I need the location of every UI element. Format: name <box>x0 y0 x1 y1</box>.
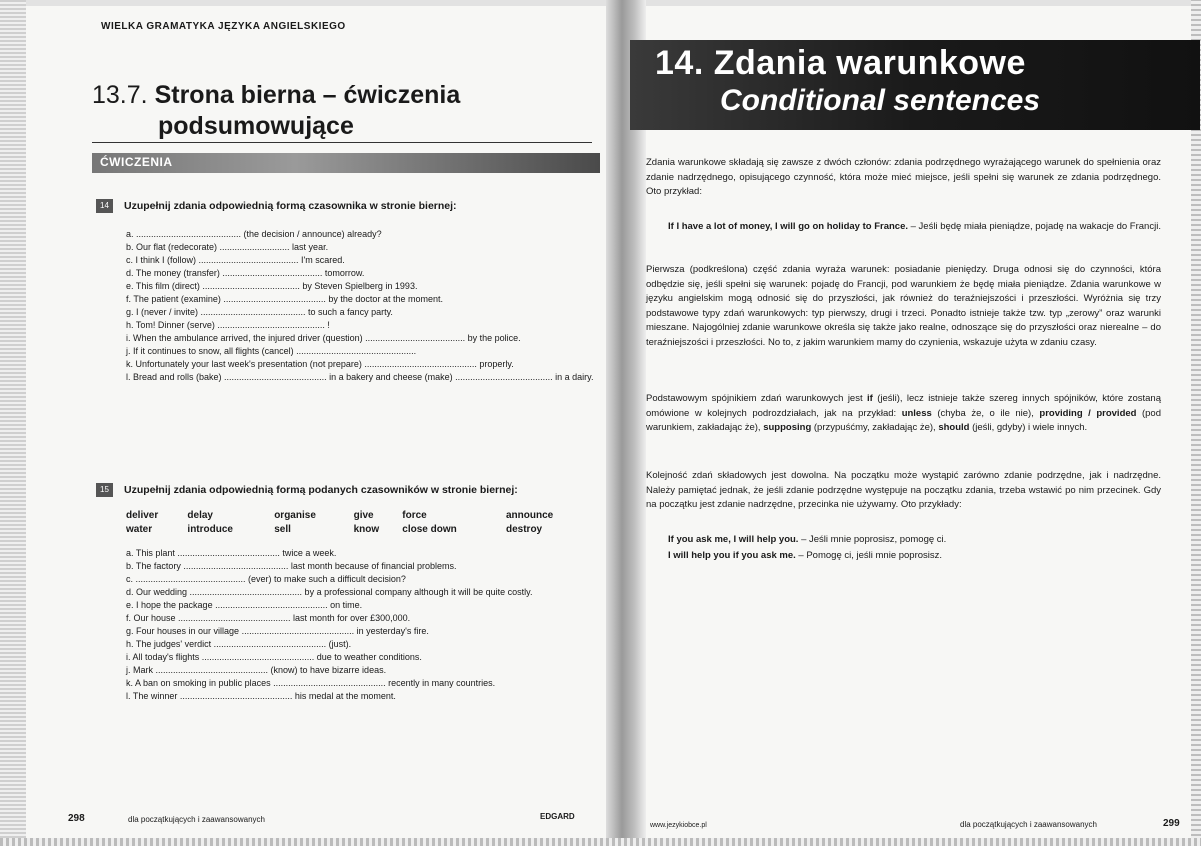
example-verb: will help <box>673 550 711 561</box>
running-head: WIELKA GRAMATYKA JĘZYKA ANGIELSKIEGO <box>101 21 346 32</box>
word-bank-word: announce <box>506 510 554 521</box>
example-verb: will help <box>738 534 777 545</box>
example-sentence <box>668 221 1161 232</box>
paragraph-explanation <box>646 263 1161 350</box>
keyword-should: should <box>938 422 970 433</box>
example-verb: ask <box>760 550 777 561</box>
keyword-unless: unless <box>901 407 932 419</box>
title-divider <box>92 142 592 143</box>
word-bank-word: force <box>402 510 427 521</box>
keyword-if: if <box>867 393 873 404</box>
exercise-item: d. Our wedding ............................................. by a professional company although it will be quite costly. <box>126 587 533 597</box>
exercise-item: f. The patient (examine) ......................................... by the doctor at the moment. <box>126 294 443 304</box>
paragraph-text: (jeśli, gdyby) i wiele innych. <box>969 422 1088 433</box>
footer-text-right: dla początkujących i zaawansowanych <box>960 820 1097 829</box>
paragraph-text: (jeśli), lecz istnieje także szereg innych spójników, które zostaną omówione w kolejnych podrozdziałach, jak na przykład: <box>646 393 1161 419</box>
word-bank-word: close down <box>402 524 457 535</box>
example-sentence <box>668 550 942 561</box>
paragraph-word-order <box>646 469 1161 513</box>
exercise-item: d. The money (transfer) ........................................ tomorrow. <box>126 268 365 278</box>
exercise-item: c. ............................................ (ever) to make such a difficult decision? <box>126 574 406 584</box>
scan-left-edge <box>0 0 26 846</box>
exercise-item: b. The factory .......................................... last month because of financial problems. <box>126 561 457 571</box>
paragraph-text: (pod warunkiem, zakładając że), <box>646 407 1162 433</box>
word-bank-word: organise <box>274 510 316 521</box>
word-bank-word: delay <box>187 510 213 521</box>
paragraph-text: Podstawowym spójnikiem zdań warunkowych jest <box>646 393 867 404</box>
exercise-item: h. Tom! Dinner (serve) ........................................... ! <box>126 320 330 330</box>
example-translation: – Jeśli mnie poprosisz, pomogę ci. <box>798 534 947 545</box>
exercise-number-badge: 14 <box>96 199 113 213</box>
exercise-item: j. If it continues to snow, all flights (cancel) ................................................ <box>126 346 417 356</box>
keyword-supposing: supposing <box>763 422 812 433</box>
word-bank-word: deliver <box>126 510 159 521</box>
exercise1-instruction: Uzupełnij zdania odpowiednią formą czasownika w stronie biernej: <box>124 200 457 212</box>
example-english: you if you <box>710 550 761 561</box>
page-number-left: 298 <box>68 813 85 824</box>
exercise-item: g. Four houses in our village ............................................. in yesterday's fire. <box>126 626 429 636</box>
keyword-providing: providing / provided <box>1039 407 1137 419</box>
exercise-item: f. Our house ............................................. last month for over £300,000. <box>126 613 411 623</box>
paragraph-intro <box>646 156 1161 200</box>
word-bank-word: destroy <box>506 524 543 535</box>
exercise2-instruction: Uzupełnij zdania odpowiednią formą podanych czasowników w stronie biernej: <box>124 484 518 496</box>
exercise-item: g. I (never / invite) .......................................... to such a fancy party. <box>126 307 393 317</box>
section-number: 13.7. <box>92 81 148 109</box>
section-title <box>92 80 461 140</box>
example-english: you. <box>776 534 799 545</box>
paragraph-text: Kolejność zdań składowych jest dowolna. Na początku może wystąpić zarówno zdanie podrzędne, jak i nadrzędne. Należy pamiętać jednak, że jeśli zdanie podrzędne występuje na początku zdania, trzeba wstawić po nim przecinek. Gdy na początku jest zdanie nadrzędne, przecinka nie używamy. Oto przykłady: <box>646 470 1161 510</box>
example-result: I will go on holiday to France. <box>772 221 908 232</box>
section-title-line2: podsumowujące <box>158 112 354 140</box>
page-number-right: 299 <box>1163 818 1180 829</box>
paragraph-conjunctions <box>646 392 1161 436</box>
scan-top-edge <box>0 0 1201 6</box>
word-bank-word: water <box>126 524 153 535</box>
word-bank-word: know <box>353 524 380 535</box>
exercise-item: e. I hope the package ............................................. on time. <box>126 600 363 610</box>
exercise-number-badge: 15 <box>96 483 113 497</box>
exercise-item: e. This film (direct) ....................................... by Steven Spielberg in 1993. <box>126 281 418 291</box>
paragraph-text: Pierwsza (podkreślona) część zdania wyraża warunek: posiadanie pieniędzy. Druga odnosi się do czynności, która odbędzie się, jeśli spełni się warunek: pojadę do Francji, pod warunkiem że będę miała pieniądze. Zdania warunkowe w języku angielskim mogą odnosić się do przyszłości, jak również do teraźniejszości i przeszłości. Wyróżnia się trzy podstawowe typy zdań warunkowych: typ pierwszy, drugi i trzeci. Ponadto istnieje także tzw. typ „zerowy” oraz warunki mieszane. Najogólniej zdanie warunkowe określa się także jako realne, odnoszące się do przyszłości oraz nierealne – do teraźniejszości i przeszłości. No to, z jakim warunkiem mamy do czynienia, wskazuje użyta w zdaniu czasy. <box>646 264 1161 348</box>
exercise-item: h. The judges' verdict ............................................. (just). <box>126 639 352 649</box>
word-bank-word: sell <box>274 524 291 535</box>
footer-url: www.jezykiobce.pl <box>650 822 707 829</box>
exercise-item: a. .......................................... (the decision / announce) already? <box>126 229 382 239</box>
paragraph-text: (przypuśćmy, zakładając że), <box>811 422 939 433</box>
exercise-item: c. I think I (follow) ........................................ I'm scared. <box>126 255 345 265</box>
exercise-item: l. The winner ............................................. his medal at the moment. <box>126 691 396 701</box>
footer-text-left: dla początkujących i zaawansowanych <box>128 815 265 824</box>
publisher-logo: EDGARD <box>540 812 575 821</box>
example-english: me, I <box>711 534 739 545</box>
exercise-item: b. Our flat (redecorate) ............................ last year. <box>126 242 329 252</box>
chapter-subtitle: Conditional sentences <box>720 84 1041 117</box>
paragraph-text: Zdania warunkowe składają się zawsze z dwóch członów: zdania podrzędnego wyrażającego warunek do spełnienia oraz zdanie nadrzędnego, opisującego czynność, która może mieć miejsce, jeśli spełni się warunek ze zdania podrzędnego. Oto przykład: <box>646 157 1161 197</box>
exercise-item: i. When the ambulance arrived, the injured driver (question) ........................................ by the police. <box>126 333 521 343</box>
example-sentence <box>668 534 946 545</box>
example-translation: – Pomogę ci, jeśli mnie poprosisz. <box>795 550 943 561</box>
word-bank <box>126 509 596 537</box>
chapter-title: 14. Zdania warunkowe <box>655 44 1026 82</box>
scan-bottom-edge <box>0 838 1201 846</box>
exercise-item: l. Bread and rolls (bake) ......................................... in a bakery and cheese (make) ....................................... in a dairy. <box>126 372 594 382</box>
word-bank-word: introduce <box>187 524 233 535</box>
section-title-line1: Strona bierna – ćwiczenia <box>154 81 461 109</box>
paragraph-text: (chyba że, o ile nie), <box>931 407 1040 419</box>
word-bank-word: give <box>353 510 374 521</box>
example-translation: – Jeśli będę miała pieniądze, pojadę na wakacje do Francji. <box>908 221 1161 232</box>
exercises-label: ĆWICZENIA <box>100 155 173 169</box>
exercise-item: a. This plant ......................................... twice a week. <box>126 548 337 558</box>
example-english: If you <box>668 534 696 545</box>
example-english: me. <box>776 550 796 561</box>
exercise-item: k. A ban on smoking in public places ............................................. recently in many countries. <box>126 678 496 688</box>
exercise-item: i. All today's flights ............................................. due to weather conditions. <box>126 652 422 662</box>
exercise1-items <box>126 228 596 384</box>
example-verb: ask <box>695 534 712 545</box>
exercise2-items <box>126 547 596 703</box>
example-condition: If I have a lot of money, <box>668 221 773 232</box>
exercise-item: k. Unfortunately your last week's presentation (not prepare) ............................................. properly. <box>126 359 514 369</box>
example-english: I <box>668 550 674 561</box>
exercise-item: j. Mark ............................................. (know) to have bizarre ideas. <box>126 665 387 675</box>
